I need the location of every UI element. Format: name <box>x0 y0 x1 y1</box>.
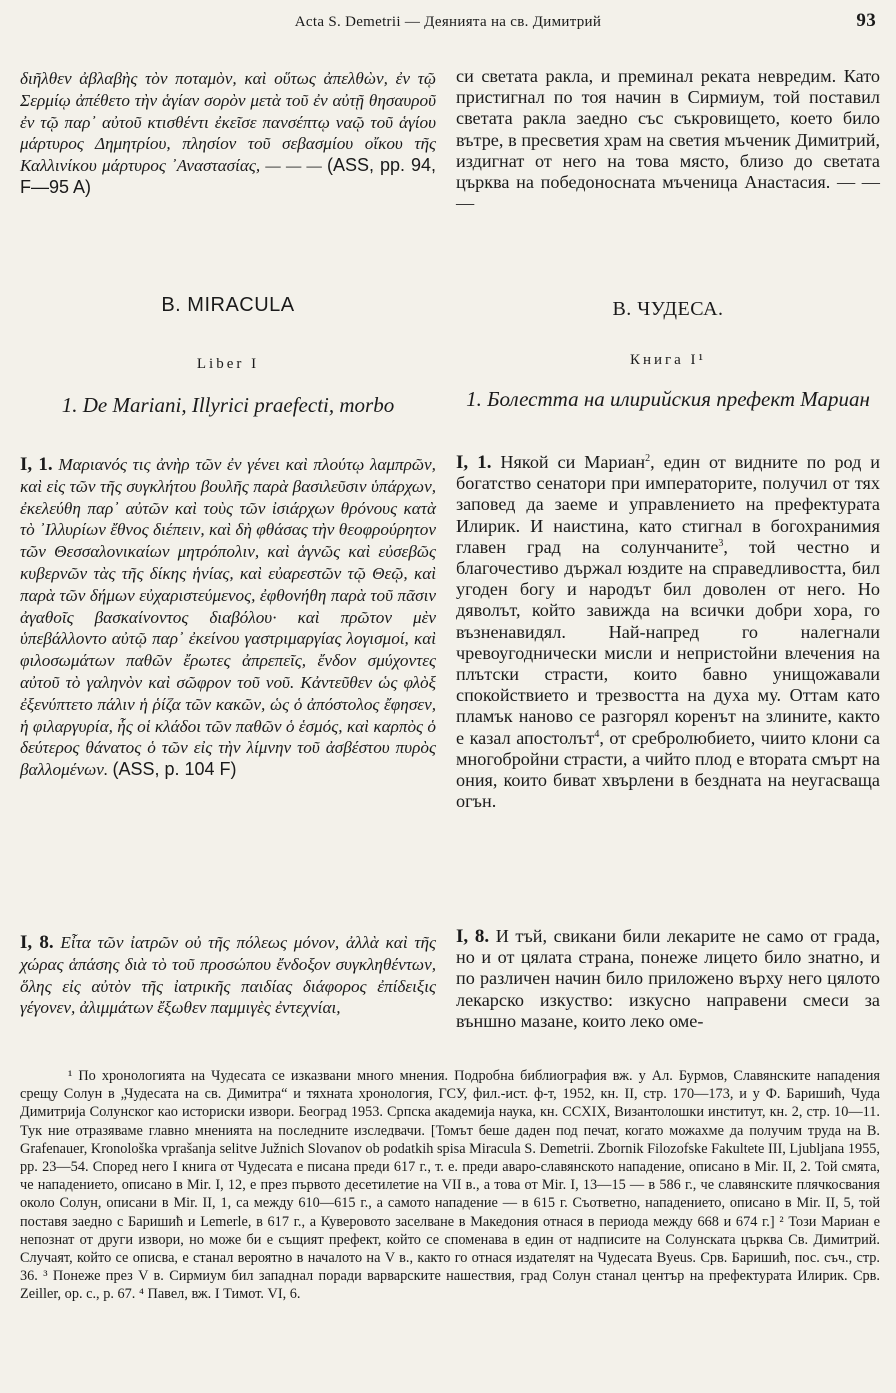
footnote-marker: 4 <box>594 728 600 740</box>
footnote-4-text: Павел, вж. I Тимот. VI, 6. <box>147 1286 301 1303</box>
greek-intro-text: διῆλθεν ἀβλαβὴς τὸν ποταμὸν, καὶ οὕτως ἀπελθὼν, ἐν τῷ Σερμίῳ ἀπέθετο τὴν ἁγίαν σορὸν μετὰ τοῦ ἐν αὐτῇ θησαυροῦ ἐν τῷ παρ᾿ αὐτοῦ κτισθέντι ἐκεῖσε πανσέπτῳ ναῷ τοῦ ἁγίου μάρτυρος Δημητρίου, πλησίον τοῦ σεβασμίου οἴκου τῆς Καλλινίκου μάρτυρος ᾿Αναστασίας, — — — <box>20 69 436 176</box>
bulgarian-paragraph-8 <box>456 926 880 1032</box>
chapter-heading-latin: 1. De Mariani, Illyrici praefecti, morbo <box>61 393 395 417</box>
footnote-3-mark: ³ <box>43 1268 48 1285</box>
greek-paragraph-8 <box>20 932 436 1019</box>
section-heading-latin: B. MIRACULA <box>161 294 295 316</box>
greek-paragraph-1-reference: (ASS, p. 104 F) <box>112 759 237 780</box>
footnote-3-text: Понеже през V в. Сирмиум бил западнал поради варварските нашествия, град Солун станал център на префектурата Илирик. Срв. Zeiller, op. c., p. 67. <box>20 1268 881 1303</box>
paragraph-number: I, 8. <box>456 926 490 947</box>
footnote-marker: 3 <box>718 537 724 549</box>
footnote-2-text: Този Мариан е непознат от други извори, но може би е същият префект, който се споменава в един от надписите на Солунската църква Св. Димитрий. Случаят, който се описва, е станал вероятно в началото на V в., както го отнася издателят на Чудесата Byeus. Срв. Баришић, пос. съч., стр. 36. <box>20 1213 881 1285</box>
bulgarian-paragraph-1 <box>456 452 880 812</box>
footnote-1-text: По хронологията на Чудесата се изказвани много мнения. Подробна библиография вж. у Ал. Бурмов, Славянските нападения срещу Солун в „Чудесата на св. Димитра“ и тяхната хронология, ГСУ, фил.-ист. ф-т, 1952, кн. II, стр. 170—173, и у Ф. Баришић, Чуда Димитрија Солунског као историски извори. Београд 1953. Српска академија наука, кн. CCXIX, Византолошки институт, кн. 2, стр. 10—11. Тук ние отразяваме главно мненията на последните изследвачи. [Томът беше даден под печат, когато можахме да получим труда на B. Grafenauer, Kronološka vprašanja selitve Južnich Slovanov ob podatkih spisa Miracula S. Demetrii. Zbornik Filozofske Fakultete III, Ljubljana 1955, pp. 23—54. Според него I книга от Чудесата е писана преди 617 г., т. е. преди аваро-славянското нападение, описано в Mir. II, 2. Той смята, че нападението, описано в Mir. I, 12, е през първото десетилетие на VII в., а това от Mir. I, 13—15 — в 586 г., че славянските плячкосвания около Солун, описани в Mir. II, 1, са между 610—615 г., а самото нападение — в 615 г. Съответно, нападението, описано в Mir. II, 5, той поставя заедно с Баришић и Lemerle, в 617 г., а Куверовото заселване в Македония отнася в периода между 668 и 674 г.] <box>20 1068 880 1230</box>
paragraph-number: I, 1. <box>20 454 53 475</box>
section-heading-bulgarian: В. ЧУДЕСА. <box>612 298 724 320</box>
bulgarian-paragraph-1-text-b: , един от видните по род и богатство сенатори при императорите, получил от тях заповед да заеме и управлението на префектурата Илирик. И наистина, като стигнал в богохранимия главен град на солунчаните <box>456 452 880 557</box>
chapter-heading-bulgarian: 1. Болестта на илирийския префект Мариан <box>466 387 870 411</box>
running-header <box>20 6 876 36</box>
footnote-4 <box>139 1286 301 1302</box>
footnote-2-mark: ² <box>779 1213 784 1230</box>
bulgarian-intro-passage: си светата ракла, и преминал реката невредим. Като пристигнал по тоя начин в Сирмиум, той поставил светата ракла заедно със съкровището, което било вътре, в пресветия храм на светия мъченик Димитрий, издигнат от него на това място, близо до светата църква на победоносната мъченица Анастасия. — — — <box>456 66 880 214</box>
bulgarian-paragraph-1-text-c: , той честно и благочестиво държал юздите на справедливостта, бил угоден богу и народът бил доволен от него. Но дяволът, който завижда на всички добри хора, го възненавидял. Най-напред го налегнали чревоугоднически мисли и непристойни влечения на плътски страсти, които бавно унищожавали спокойствието и трезвостта на духа му. Оттам като пламък наново се разгорял коренът на злините, както е казал апостолът <box>456 536 880 748</box>
page-number: 93 <box>856 10 876 31</box>
bulgarian-paragraph-8-text: И тъй, свикани били лекарите не само от града, но и от цялата страна, понеже лицето било знатно, и по различен начин било приложено върху него цялото лекарско изкуство: изкусно направени смеси за външно мазане, които леко оме- <box>456 926 880 1031</box>
bulgarian-paragraph-1-text-a: Някой си Мариан <box>500 452 646 472</box>
footnotes <box>20 1067 880 1304</box>
greek-paragraph-1 <box>20 454 436 781</box>
paragraph-number: I, 8. <box>20 932 54 953</box>
greek-intro-passage <box>20 68 436 199</box>
greek-intro-reference: (ASS, pp. 94, F—95 A) <box>20 155 437 197</box>
book-heading-latin: Liber I <box>196 356 260 372</box>
greek-paragraph-1-text: Μαριανός τις ἀνὴρ τῶν ἐν γένει καὶ πλούτῳ λαμπρῶν, καὶ εἰς τῶν τῆς συγκλήτου βουλῆς παρὰ βασιλεῦσιν ὑπάρχων, ἐκελεύθη παρ᾿ αὐτῶν καὶ τοὺς τῶν ἰσιάρχων θρόνους κατὰ τὸ ᾿Ιλλυρίων ἔθνος διέπειν, καὶ δὴ φθάσας τὴν θεοφρούρητον τῶν Θεσσαλονικαίων μητρόπολιν, καὶ ἁγνῶς καὶ εὐσεβῶς κυβερνῶν τὰς τῆς δίκης ἡνίας, καὶ εὐαρεστῶν τῷ Θεῷ, καὶ παρὰ τῶν δήμων εὐχαριστεύμενος, ἐφθονήθη παρὰ τοῦ πᾶσιν ἀγαθοῖς βασκαίνοντος διαβόλου· καὶ πρῶτον μὲν ὑπεβάλλοντο αὐτῷ παρ᾿ ἐκείνου γαστριμαργίας λογισμοί, καὶ φιλοσωμάτων παθῶν ἔρωτες ἀπρεπεῖς, ἔνδον σμύχοντες αὐτοῦ τὸ γαληνὸν καὶ σῶφρον τοῦ νοῦ. Κἀντεῦθεν ὡς φλὸξ ἐξενύπτετο πάλιν ἡ ῥίζα τῶν κακῶν, ὡς ὁ ἀπόστολος ἔφησεν, ἡ φιλαργυρία, ἧς οἱ κλάδοι τῶν παθῶν ὁ ἑσμός, καὶ καρπὸς ὁ δεύτερος θάνατος ὁ τῶν εἰς τὴν λίμνην τοῦ ἀσβέστου πυρὸς βαλλομένων. <box>20 455 436 780</box>
footnote-marker: 2 <box>645 452 651 464</box>
footnote-1-mark: ¹ <box>68 1068 73 1084</box>
book-heading-bulgarian: Книга I¹ <box>629 352 707 368</box>
greek-paragraph-8-text: Εἶτα τῶν ἰατρῶν οὐ τῆς πόλεως μόνον, ἀλλὰ καὶ τῆς χώρας ἁπάσης διὰ τὸ τοῦ προσώπου ἔνδοξον συγκληθέντων, ὅλης εἰς αὐτὸν τῆς ἰατρικῆς παιδίας διάφορος ἐπίδειξις γέγονεν, ἀλιμμάτων ἔξωθεν παμμιγὲς ἐντεχνίαι, <box>20 933 436 1018</box>
bulgarian-paragraph-1-text-d: , от сребролюбието, чиито клони са многобройни страсти, а чийто плод е втората смърт на ония, които биват хвърлени в бездната на неугасваща огън. <box>456 727 880 812</box>
running-title: Acta S. Demetrii — Деянията на св. Димитрий <box>294 14 602 30</box>
paragraph-number: I, 1. <box>456 452 492 473</box>
footnote-1 <box>20 1068 880 1230</box>
footnote-4-mark: ⁴ <box>138 1286 144 1303</box>
